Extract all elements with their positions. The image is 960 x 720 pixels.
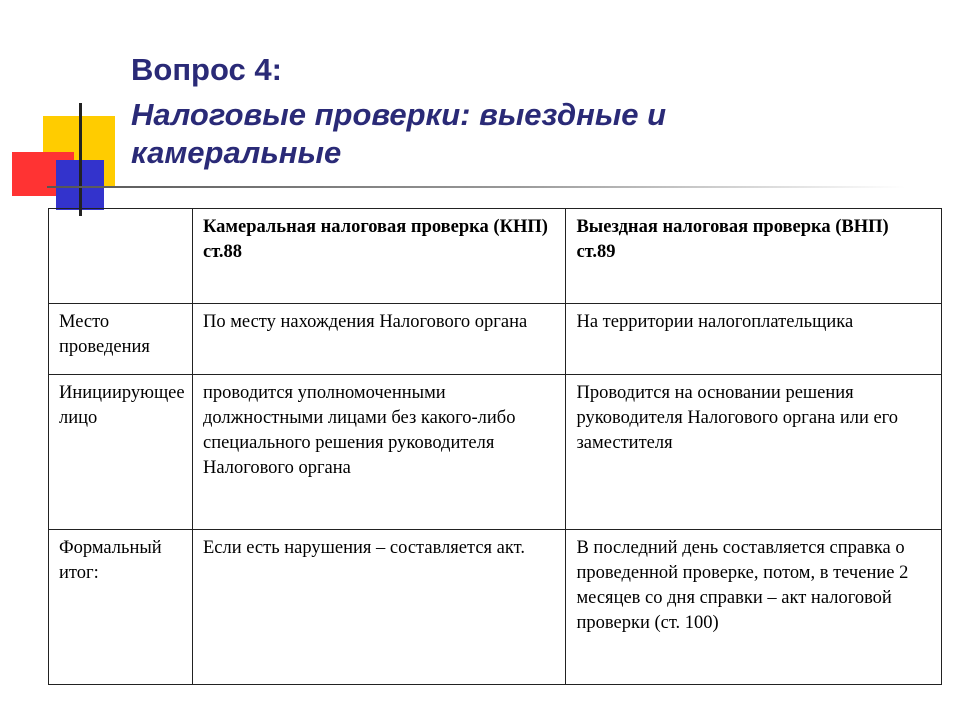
- slide-title: Вопрос 4:: [131, 52, 282, 87]
- header-knp: Камеральная налоговая проверка (КНП) ст.88: [192, 209, 565, 304]
- comparison-table: [48, 208, 942, 685]
- decor-vertical-line: [79, 103, 82, 216]
- header-vnp: Выездная налоговая проверка (ВНП) ст.89: [566, 209, 942, 304]
- vnp-cell: Проводится на основании решения руководителя Налогового органа или его заместителя: [566, 375, 942, 530]
- slide-subtitle: Налоговые проверки: выездные и камеральные: [131, 97, 667, 170]
- knp-cell: проводится уполномоченными должностными лицами без какого-либо специального решения руководителя Налогового органа: [192, 375, 565, 530]
- vnp-cell: В последний день составляется справка о проведенной проверке, потом, в течение 2 месяцев со дня справки – акт налоговой проверки (ст. 100): [566, 530, 942, 685]
- row-label: Формальный итог:: [49, 530, 193, 685]
- table-header-row: [49, 209, 942, 304]
- vnp-cell: На территории налогоплательщика: [566, 304, 942, 375]
- table-row: [49, 530, 942, 685]
- table-row: [49, 304, 942, 375]
- header-empty-cell: [49, 209, 193, 304]
- decor-horizontal-line: [47, 186, 905, 188]
- row-label: Инициирующее лицо: [49, 375, 193, 530]
- row-label: Место проведения: [49, 304, 193, 375]
- table-row: [49, 375, 942, 530]
- knp-cell: По месту нахождения Налогового органа: [192, 304, 565, 375]
- knp-cell: Если есть нарушения – составляется акт.: [192, 530, 565, 685]
